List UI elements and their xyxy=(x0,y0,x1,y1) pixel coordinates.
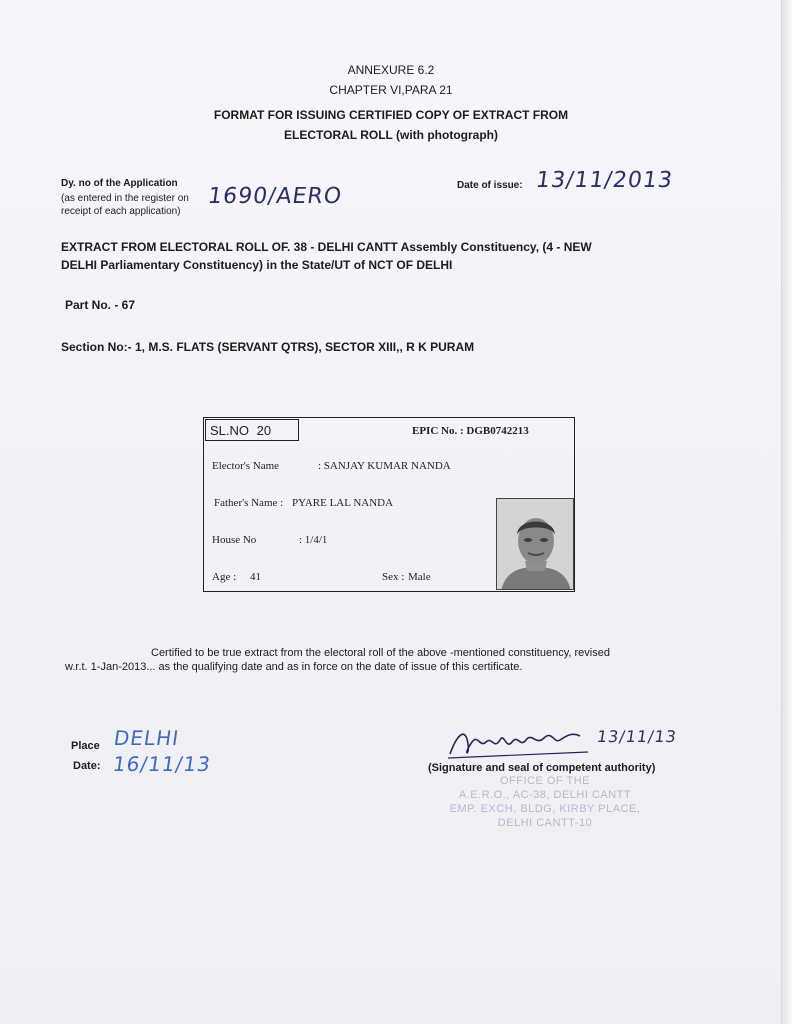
age-label: Age : xyxy=(212,571,237,583)
elector-name-label: Elector's Name xyxy=(212,460,280,472)
epic-value: DGB0742213 xyxy=(466,425,529,437)
certification-text: Certified to be true extract from the electoral roll of the above -mentioned constituency, revised xyxy=(151,647,610,659)
date-of-issue-handwritten-value: 13/11/2013 xyxy=(534,168,675,193)
stamp-line: A.E.R.O., AC-38, DELHI CANTT xyxy=(458,789,632,801)
chapter-label: CHAPTER VI,PARA 21 xyxy=(329,83,453,97)
annexure-label: ANNEXURE 6.2 xyxy=(347,63,435,77)
section-number: Section No:- 1, M.S. FLATS (SERVANT QTRS), SECTOR XIII,, R K PURAM xyxy=(61,340,475,354)
elector-photo xyxy=(496,498,574,590)
stamp-line: DELHI CANTT-10 xyxy=(497,817,593,829)
certification-text: w.r.t. 1-Jan-2013... as the qualifying date and as in force on the date of issue of this certificate. xyxy=(65,661,523,673)
place-handwritten-value: DELHI xyxy=(112,726,181,750)
place-label: Place xyxy=(71,740,100,752)
house-number-value: : 1/4/1 xyxy=(299,534,328,546)
serial-number-box xyxy=(205,419,299,441)
sex-label: Sex : xyxy=(382,571,405,583)
signature-caption: (Signature and seal of competent authority) xyxy=(428,762,656,774)
dy-no-handwritten-value: 1690/AERO xyxy=(206,184,344,209)
house-number-label: House No xyxy=(212,534,257,546)
extract-statement: EXTRACT FROM ELECTORAL ROLL OF. 38 - DELHI CANTT Assembly Constituency, (4 - NEW xyxy=(61,240,592,254)
stamp-line: OFFICE OF THE xyxy=(499,775,591,787)
date-of-issue-label: Date of issue: xyxy=(457,180,523,191)
father-name-value: PYARE LAL NANDA xyxy=(292,497,394,509)
dy-no-label: Dy. no of the Application xyxy=(61,178,178,189)
sex-value: Male xyxy=(408,571,431,583)
epic-label: EPIC No. : xyxy=(412,425,464,437)
dy-no-note: (as entered in the register on xyxy=(61,193,189,204)
page-edge xyxy=(781,0,792,1024)
signature-date-handwritten: 13/11/13 xyxy=(595,727,679,746)
stamp-line: EMP. EXCH. BLDG, KIRBY PLACE, xyxy=(449,803,641,815)
extract-statement: DELHI Parliamentary Constituency) in the State/UT of NCT OF DELHI xyxy=(61,258,453,272)
official-seal-stamp xyxy=(430,774,660,830)
elector-card xyxy=(203,417,575,592)
epic-number xyxy=(412,425,529,437)
document-title: FORMAT FOR ISSUING CERTIFIED COPY OF EXTRACT FROM xyxy=(213,108,569,122)
date-label: Date: xyxy=(73,760,101,772)
father-name-label: Father's Name : xyxy=(214,497,284,509)
date-handwritten-value: 16/11/13 xyxy=(111,752,213,776)
elector-name-value: : SANJAY KUMAR NANDA xyxy=(318,460,451,472)
age-value: 41 xyxy=(250,571,261,583)
elector-photo-image xyxy=(497,499,574,590)
serial-number-value: 20 xyxy=(256,423,272,438)
dy-no-note: receipt of each application) xyxy=(61,206,181,217)
serial-number-label: SL.NO xyxy=(210,423,250,438)
document-subtitle: ELECTORAL ROLL (with photograph) xyxy=(284,128,498,142)
part-number: Part No. - 67 xyxy=(65,298,136,312)
